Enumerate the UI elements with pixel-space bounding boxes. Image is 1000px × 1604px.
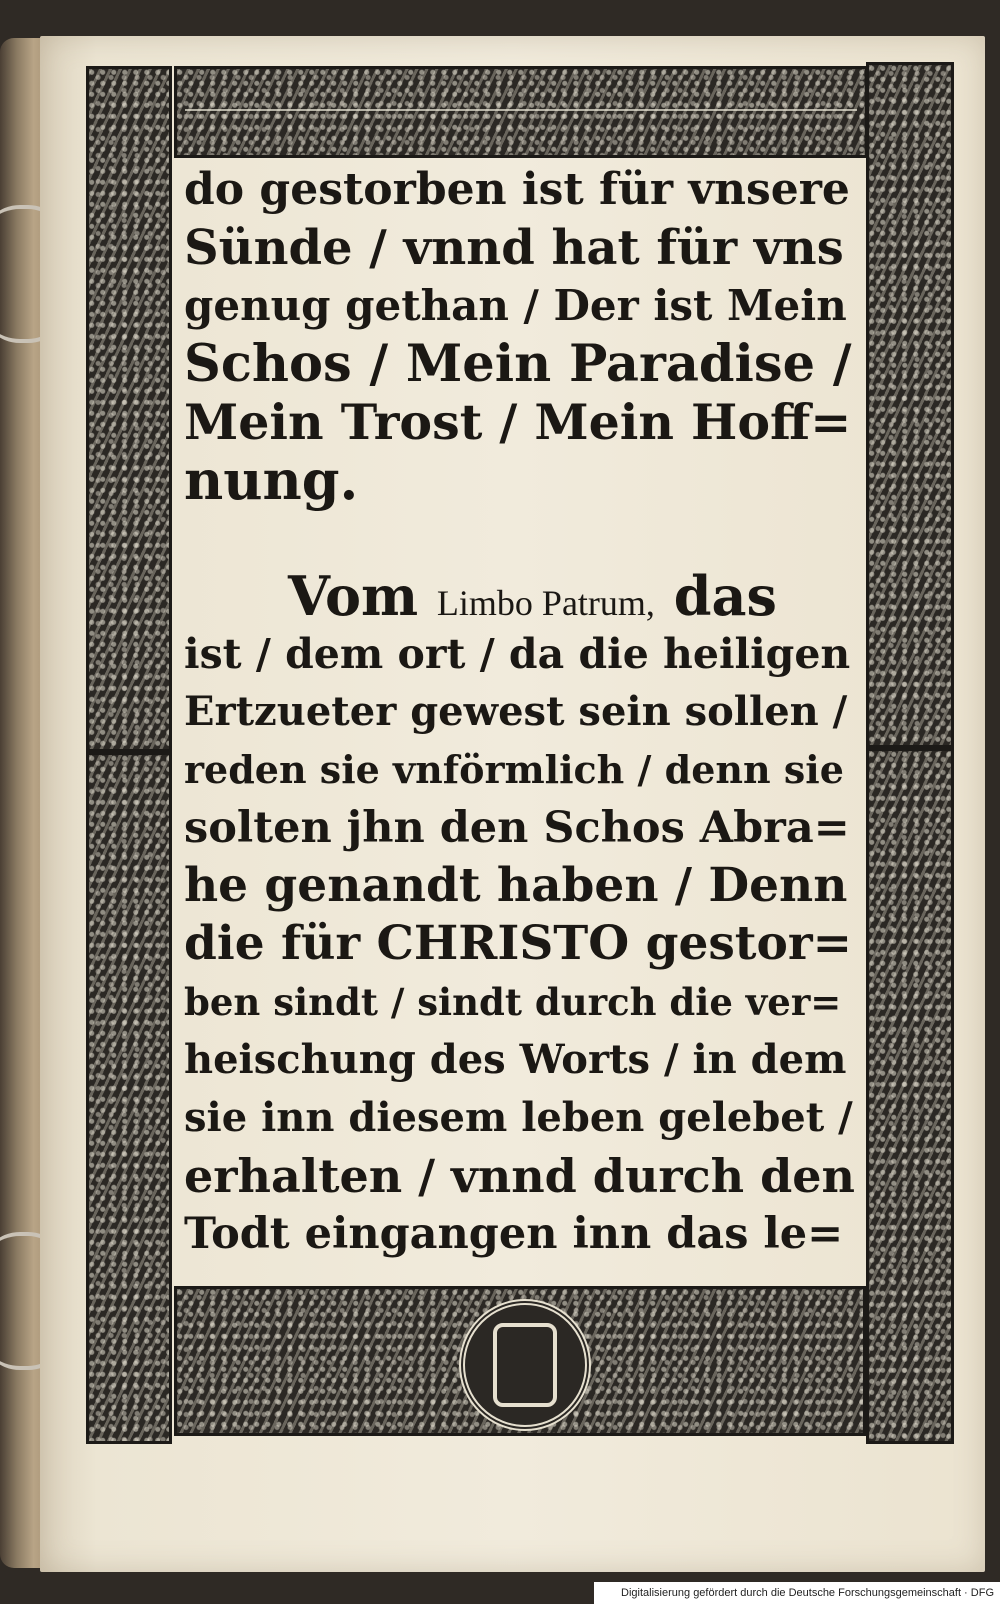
antiqua-term: Limbo Patrum, — [436, 583, 655, 623]
paragraph-initial-word: Vom — [288, 564, 419, 628]
text-line: Schos / Mein Paradise / — [184, 334, 852, 394]
woodcut-border-left-lower — [86, 752, 172, 1444]
digitization-credit: Digitalisierung gefördert durch die Deutsche Forschungsgemeinschaft · DFG — [594, 1582, 1000, 1604]
woodcut-border-left-upper — [86, 66, 172, 752]
paragraph-word: das — [673, 564, 777, 628]
text-line: Ertzueter gewest sein sollen / — [184, 688, 848, 735]
text-line: reden sie vnförmlich / denn sie — [184, 747, 844, 792]
text-line: sie inn diesem leben gelebet / — [184, 1094, 853, 1141]
text-line: nung. — [184, 448, 359, 512]
woodcut-border-right-upper — [866, 62, 954, 748]
text-line: do gestorben ist für vnsere — [184, 164, 850, 215]
text-line: Sünde / vnnd hat für vns — [184, 220, 844, 276]
text-line: Mein Trost / Mein Hoff= — [184, 393, 852, 451]
text-line: ist / dem ort / da die heiligen — [184, 630, 851, 678]
woodcut-border-bottom — [174, 1286, 866, 1436]
text-line: Todt eingangen inn das le= — [184, 1209, 844, 1259]
paragraph-opening-line — [184, 566, 856, 633]
text-line: solten jhn den Schos Abra= — [184, 803, 850, 853]
medallion-emblem — [493, 1323, 557, 1407]
text-line: he genandt haben / Denn — [184, 858, 848, 913]
text-line: die für CHRISTO gestor= — [184, 916, 853, 971]
blackletter-text — [184, 160, 856, 1280]
woodcut-border-top — [174, 66, 868, 158]
woodcut-border-right-lower — [866, 748, 954, 1444]
printer-mark-medallion — [459, 1299, 591, 1431]
text-line: ben sindt / sindt durch die ver= — [184, 980, 842, 1024]
text-line: erhalten / vnnd durch den — [184, 1149, 855, 1203]
text-line: heischung des Worts / in dem — [184, 1036, 847, 1083]
ornament-scroll-line — [185, 109, 857, 111]
text-line: genug gethan / Der ist Mein — [184, 281, 847, 330]
